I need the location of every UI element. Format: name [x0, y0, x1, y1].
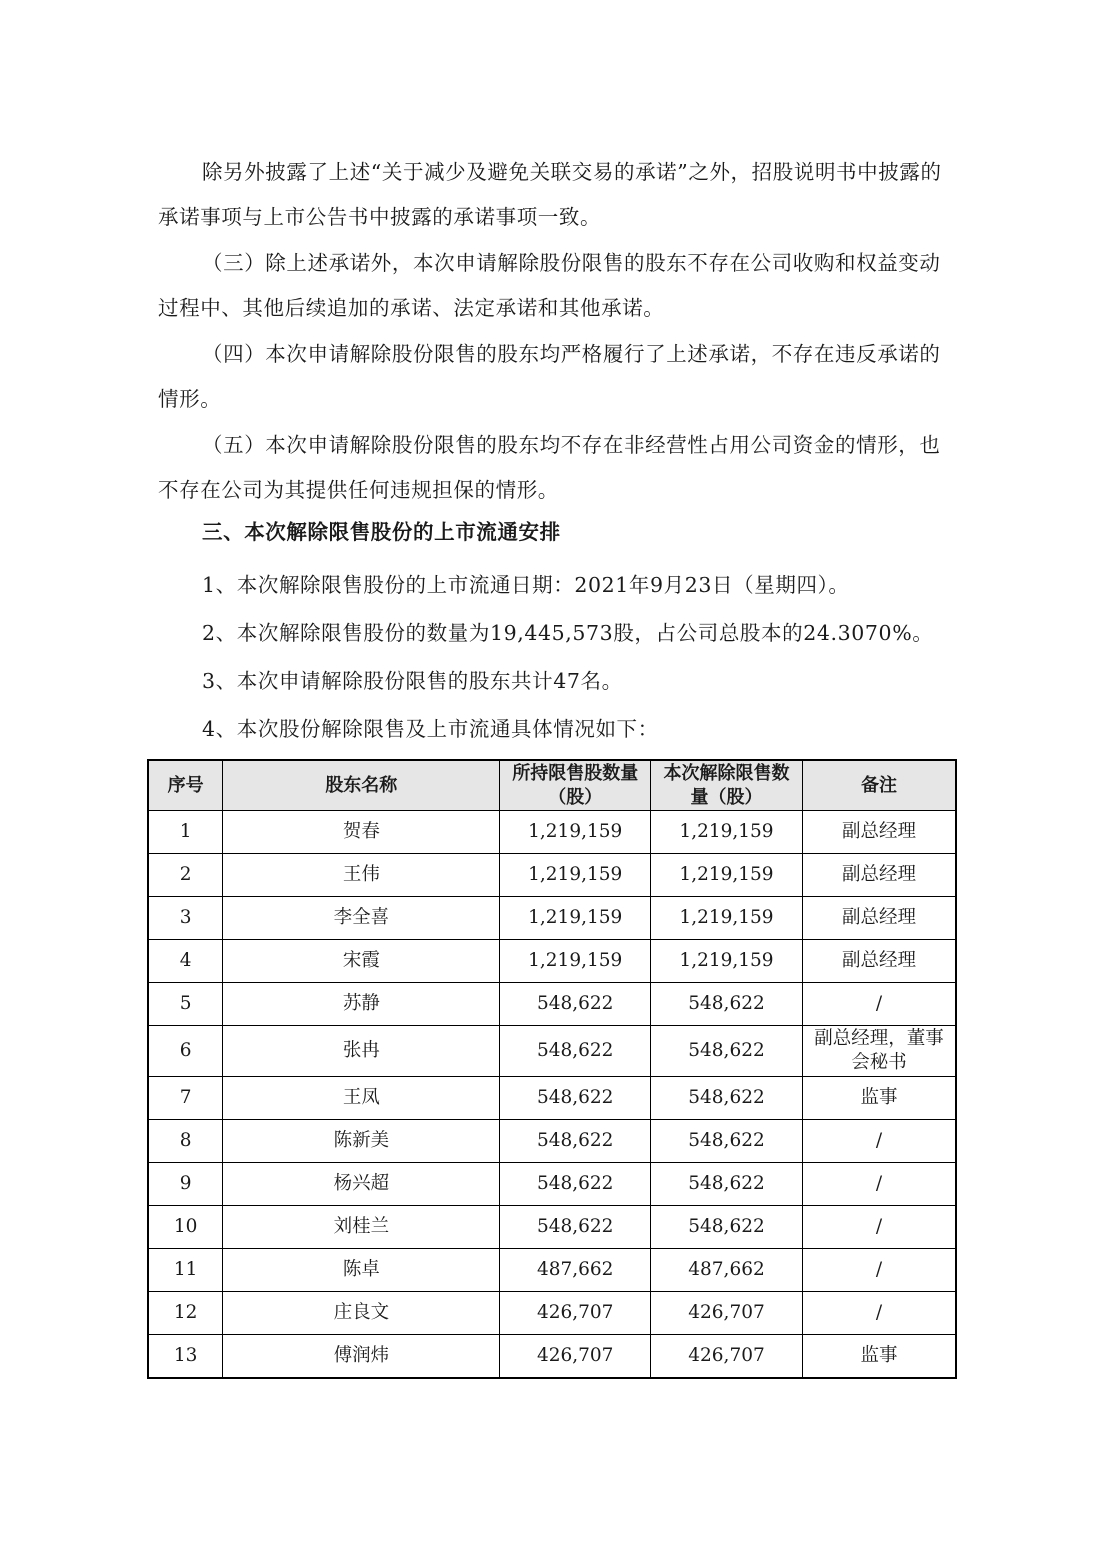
- table-row: [148, 1249, 956, 1292]
- cell-remarks: /: [802, 1206, 956, 1249]
- table-row: [148, 1163, 956, 1206]
- header-index: 序号: [148, 760, 223, 811]
- cell-released-shares: 548,622: [651, 983, 803, 1026]
- cell-remarks: 副总经理: [802, 854, 956, 897]
- cell-shareholder-name: 陈卓: [223, 1249, 500, 1292]
- table-row: [148, 854, 956, 897]
- cell-shareholder-name: 王凤: [223, 1077, 500, 1120]
- item-share-quantity: 2、本次解除限售股份的数量为19,445,573股，占公司总股本的24.3070%。: [202, 621, 934, 645]
- table-row: [148, 1077, 956, 1120]
- cell-row-index: 10: [148, 1206, 223, 1249]
- table-row: [148, 1120, 956, 1163]
- cell-released-shares: 1,219,159: [651, 854, 803, 897]
- cell-restricted-shares: 1,219,159: [500, 811, 651, 854]
- table-row: [148, 1206, 956, 1249]
- cell-released-shares: 548,622: [651, 1077, 803, 1120]
- table-body: [148, 811, 956, 1379]
- table-row: [148, 811, 956, 854]
- cell-remarks: 副总经理: [802, 897, 956, 940]
- paragraph-four: （四）本次申请解除股份限售的股东均严格履行了上述承诺，不存在违反承诺的情形。: [158, 342, 941, 411]
- cell-restricted-shares: 548,622: [500, 1120, 651, 1163]
- cell-restricted-shares: 548,622: [500, 983, 651, 1026]
- cell-row-index: 11: [148, 1249, 223, 1292]
- item-details-intro: 4、本次股份解除限售及上市流通具体情况如下：: [202, 717, 659, 741]
- table-row: [148, 1335, 956, 1379]
- cell-released-shares: 548,622: [651, 1120, 803, 1163]
- cell-restricted-shares: 1,219,159: [500, 854, 651, 897]
- cell-shareholder-name: 刘桂兰: [223, 1206, 500, 1249]
- cell-released-shares: 548,622: [651, 1163, 803, 1206]
- cell-restricted-shares: 1,219,159: [500, 897, 651, 940]
- cell-row-index: 12: [148, 1292, 223, 1335]
- paragraph-five: （五）本次申请解除股份限售的股东均不存在非经营性占用公司资金的情形，也不存在公司为其提供任何违规担保的情形。: [158, 433, 941, 502]
- header-remarks: 备注: [802, 760, 956, 811]
- cell-shareholder-name: 庄良文: [223, 1292, 500, 1335]
- cell-shareholder-name: 傅润炜: [223, 1335, 500, 1379]
- cell-row-index: 4: [148, 940, 223, 983]
- cell-released-shares: 1,219,159: [651, 811, 803, 854]
- cell-row-index: 2: [148, 854, 223, 897]
- table-row: [148, 940, 956, 983]
- cell-remarks: /: [802, 1249, 956, 1292]
- cell-restricted-shares: 548,622: [500, 1163, 651, 1206]
- cell-row-index: 8: [148, 1120, 223, 1163]
- cell-remarks: 副总经理: [802, 940, 956, 983]
- cell-remarks: 监事: [802, 1077, 956, 1120]
- cell-restricted-shares: 548,622: [500, 1026, 651, 1077]
- cell-row-index: 5: [148, 983, 223, 1026]
- header-shareholder-name: 股东名称: [223, 760, 500, 811]
- cell-released-shares: 426,707: [651, 1335, 803, 1379]
- table-row: [148, 983, 956, 1026]
- cell-row-index: 6: [148, 1026, 223, 1077]
- paragraph-commitments-consistency: 除另外披露了上述“关于减少及避免关联交易的承诺”之外，招股说明书中披露的承诺事项与上市公告书中披露的承诺事项一致。: [158, 160, 942, 229]
- section-heading: 三、本次解除限售股份的上市流通安排: [202, 520, 561, 544]
- cell-remarks: 副总经理: [802, 811, 956, 854]
- cell-released-shares: 548,622: [651, 1026, 803, 1077]
- cell-restricted-shares: 548,622: [500, 1206, 651, 1249]
- item-listing-date: 1、本次解除限售股份的上市流通日期：2021年9月23日（星期四）。: [202, 573, 850, 597]
- cell-shareholder-name: 张冉: [223, 1026, 500, 1077]
- cell-row-index: 13: [148, 1335, 223, 1379]
- header-restricted-shares: 所持限售股数量（股）: [500, 760, 651, 811]
- table-row: [148, 1292, 956, 1335]
- cell-restricted-shares: 548,622: [500, 1077, 651, 1120]
- cell-released-shares: 426,707: [651, 1292, 803, 1335]
- header-released-shares: 本次解除限售数量（股）: [651, 760, 803, 811]
- item-shareholder-count: 3、本次申请解除股份限售的股东共计47名。: [202, 669, 623, 693]
- cell-restricted-shares: 426,707: [500, 1292, 651, 1335]
- cell-shareholder-name: 宋霞: [223, 940, 500, 983]
- cell-remarks: 副总经理，董事会秘书: [802, 1026, 956, 1077]
- cell-shareholder-name: 王伟: [223, 854, 500, 897]
- cell-shareholder-name: 苏静: [223, 983, 500, 1026]
- cell-remarks: /: [802, 983, 956, 1026]
- cell-row-index: 3: [148, 897, 223, 940]
- cell-remarks: /: [802, 1163, 956, 1206]
- cell-released-shares: 487,662: [651, 1249, 803, 1292]
- cell-released-shares: 1,219,159: [651, 897, 803, 940]
- cell-remarks: /: [802, 1120, 956, 1163]
- restricted-shares-table: [147, 759, 957, 1379]
- cell-shareholder-name: 贺春: [223, 811, 500, 854]
- table-header-row: [148, 760, 956, 811]
- cell-restricted-shares: 426,707: [500, 1335, 651, 1379]
- cell-shareholder-name: 李全喜: [223, 897, 500, 940]
- cell-released-shares: 548,622: [651, 1206, 803, 1249]
- cell-row-index: 7: [148, 1077, 223, 1120]
- cell-restricted-shares: 1,219,159: [500, 940, 651, 983]
- table-row: [148, 897, 956, 940]
- cell-shareholder-name: 杨兴超: [223, 1163, 500, 1206]
- cell-remarks: /: [802, 1292, 956, 1335]
- cell-shareholder-name: 陈新美: [223, 1120, 500, 1163]
- cell-restricted-shares: 487,662: [500, 1249, 651, 1292]
- table-row: [148, 1026, 956, 1077]
- cell-remarks: 监事: [802, 1335, 956, 1379]
- paragraph-three: （三）除上述承诺外，本次申请解除股份限售的股东不存在公司收购和权益变动过程中、其他后续追加的承诺、法定承诺和其他承诺。: [158, 251, 941, 320]
- cell-row-index: 9: [148, 1163, 223, 1206]
- cell-released-shares: 1,219,159: [651, 940, 803, 983]
- cell-row-index: 1: [148, 811, 223, 854]
